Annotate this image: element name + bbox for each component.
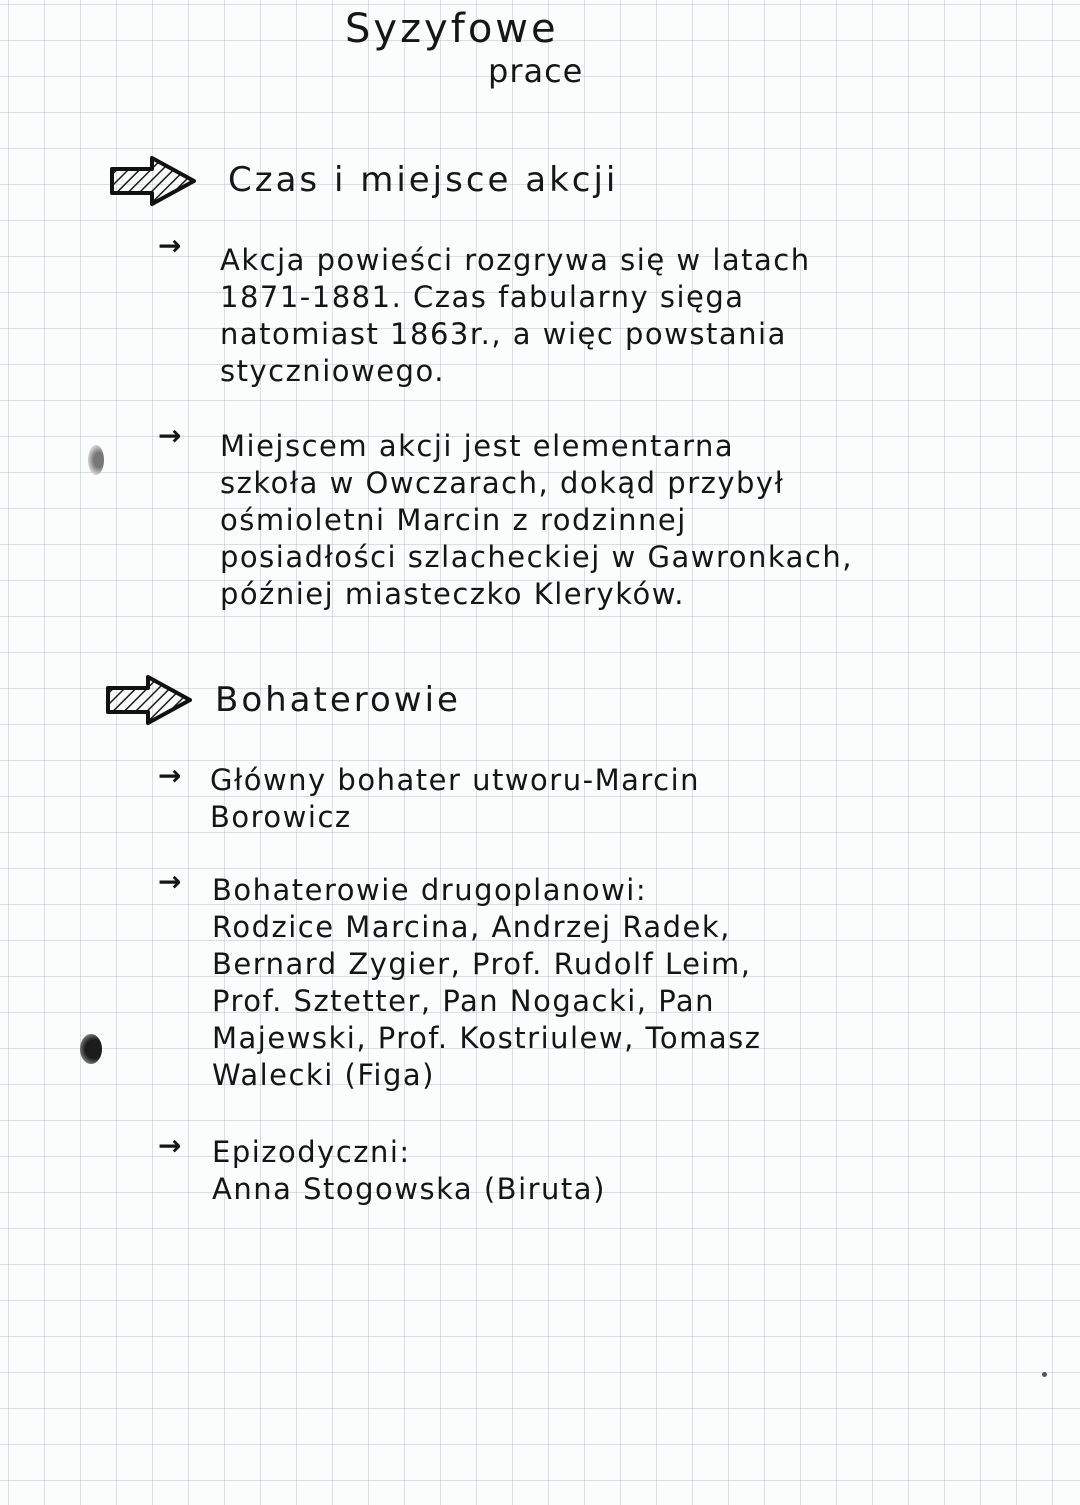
text-line: Majewski, Prof. Kostriulew, Tomasz — [212, 1021, 762, 1055]
text-line: 1871-1881. Czas fabularny sięga — [220, 280, 745, 314]
text-line: Główny bohater utworu-Marcin — [210, 763, 701, 797]
text-line: Bernard Zygier, Prof. Rudolf Leim, — [212, 947, 752, 981]
bullet-arrow-icon: → — [158, 229, 182, 262]
paragraph-epizodyczni — [212, 1134, 606, 1208]
text-line: Anna Stogowska (Biruta) — [212, 1172, 606, 1206]
text-line: Akcja powieści rozgrywa się w latach — [220, 243, 811, 277]
bullet-arrow-icon: → — [158, 419, 182, 452]
page-subtitle: prace — [488, 52, 584, 90]
binder-hole-bottom — [80, 1034, 102, 1064]
text-line: Walecki (Figa) — [212, 1058, 435, 1092]
text-line: Prof. Sztetter, Pan Nogacki, Pan — [212, 984, 716, 1018]
text-line: ośmioletni Marcin z rodzinnej — [220, 503, 687, 537]
bullet-arrow-icon: → — [158, 1129, 182, 1162]
text-line: styczniowego. — [220, 354, 445, 388]
text-line: natomiast 1863r., a więc powstania — [220, 317, 787, 351]
section-heading-bohaterowie: Bohaterowie — [215, 680, 461, 720]
paragraph-czas-akcji — [220, 242, 811, 390]
binder-hole-top — [88, 445, 104, 475]
text-line: szkoła w Owczarach, dokąd przybył — [220, 466, 785, 500]
section-heading-czas-i-miejsce: Czas i miejsce akcji — [228, 160, 619, 200]
text-line: Rodzice Marcina, Andrzej Radek, — [212, 910, 731, 944]
text-line: później miasteczko Kleryków. — [220, 577, 685, 611]
hatched-arrow-icon — [104, 674, 194, 726]
text-line: posiadłości szlacheckiej w Gawronkach, — [220, 540, 853, 574]
paragraph-miejsce-akcji — [220, 428, 853, 613]
paper-mark — [1042, 1372, 1047, 1377]
text-line: Epizodyczni: — [212, 1135, 411, 1169]
text-line: Borowicz — [210, 800, 352, 834]
paragraph-drugoplanowi — [212, 872, 761, 1094]
hatched-arrow-icon — [108, 155, 198, 207]
bullet-arrow-icon: → — [158, 865, 182, 898]
bullet-arrow-icon: → — [158, 759, 182, 792]
paragraph-glowny-bohater — [210, 762, 700, 836]
text-line: Miejscem akcji jest elementarna — [220, 429, 735, 463]
page-title: Syzyfowe — [345, 6, 559, 52]
text-line: Bohaterowie drugoplanowi: — [212, 873, 648, 907]
